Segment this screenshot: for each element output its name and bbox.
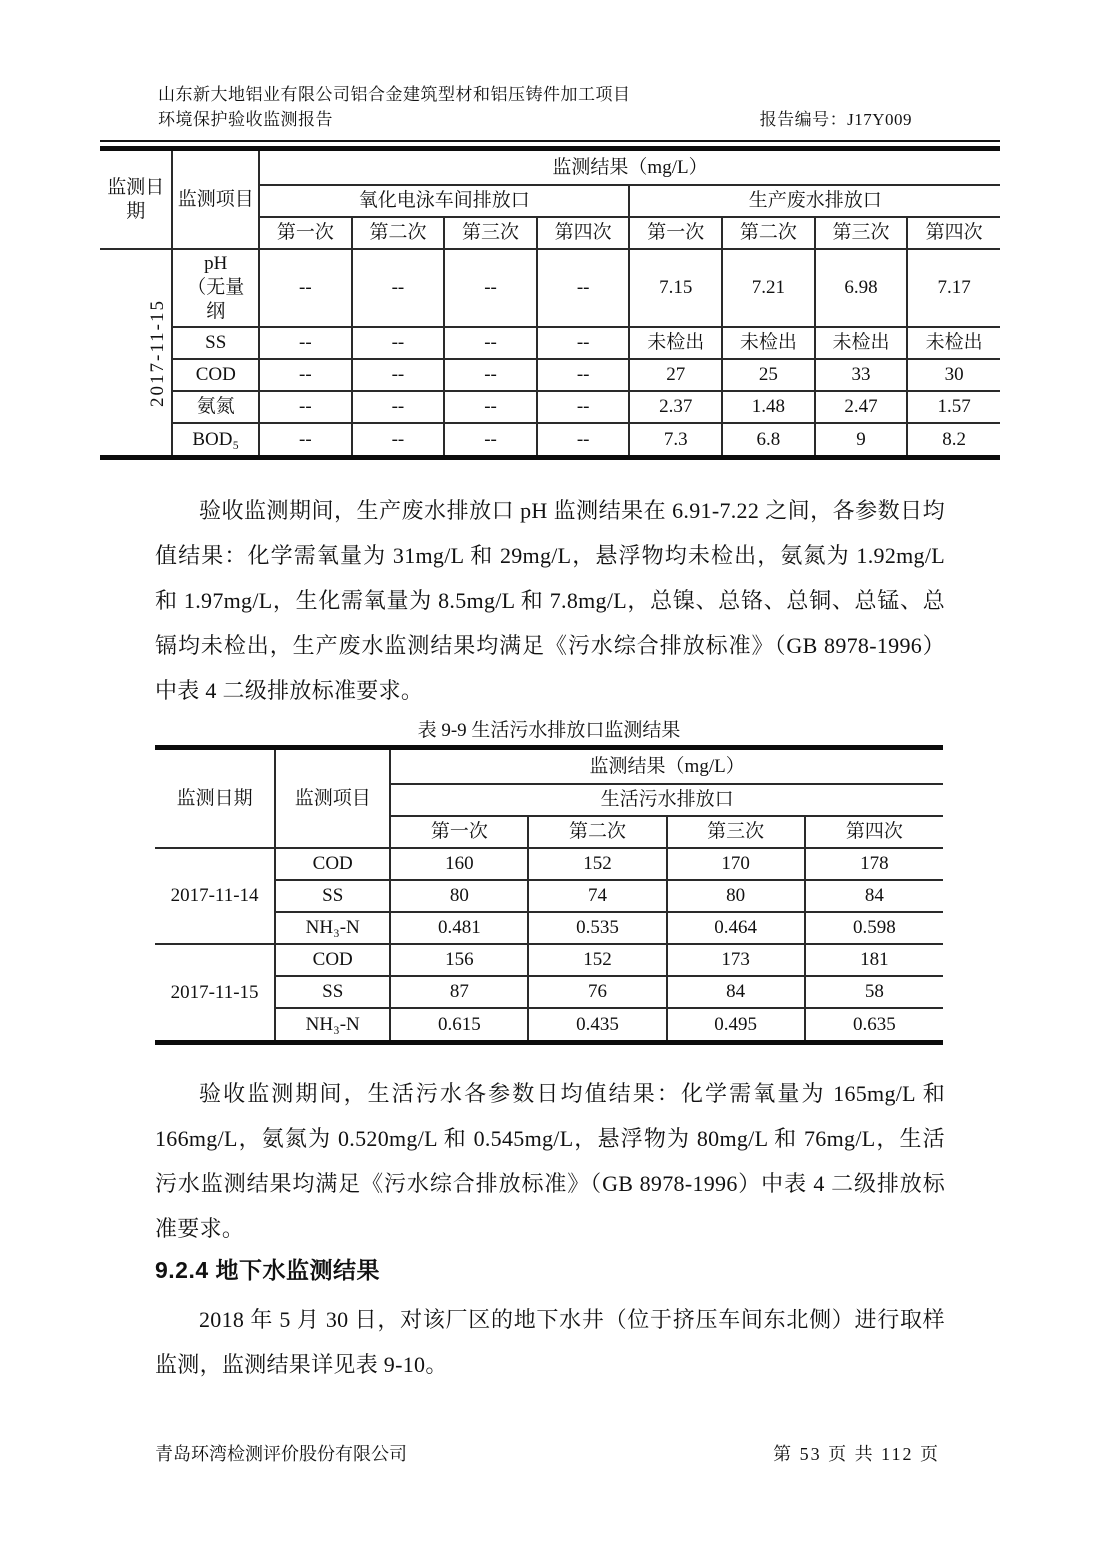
- footer-company: 青岛环湾检测评价股份有限公司: [155, 1444, 407, 1464]
- table-cell: 25: [722, 359, 815, 391]
- trial-header: 第二次: [352, 217, 445, 249]
- table-cell: --: [537, 249, 630, 327]
- table-cell: 2.37: [629, 391, 722, 423]
- item-cell: SS: [172, 327, 259, 359]
- table-cell: 9: [815, 423, 908, 455]
- table-cell: --: [352, 359, 445, 391]
- table-cell: 7.17: [907, 249, 1000, 327]
- table-cell: 0.481: [390, 912, 528, 944]
- item-cell: COD: [275, 944, 390, 976]
- sewage-table-wrapper: [155, 745, 943, 1045]
- project-title: 山东新大地铝业有限公司铝合金建筑型材和铝压铸件加工项目: [158, 85, 631, 104]
- table-cell: 76: [528, 976, 666, 1008]
- table-cell: 160: [390, 848, 528, 880]
- table-header-row: [100, 151, 1000, 185]
- col-header-date: 监测日期: [100, 151, 172, 249]
- item-cell: BOD₅: [172, 423, 259, 455]
- footer-page-number: 第 53 页 共 112 页: [773, 1444, 940, 1464]
- table-row: [100, 249, 1000, 327]
- table-cell: 80: [390, 880, 528, 912]
- table-cell: --: [259, 391, 352, 423]
- table-cell: --: [444, 249, 537, 327]
- trial-header: 第一次: [629, 217, 722, 249]
- table-cell: 7.3: [629, 423, 722, 455]
- item-cell: COD: [172, 359, 259, 391]
- table-cell: 58: [805, 976, 943, 1008]
- item-cell: 氨氮: [172, 391, 259, 423]
- table-cell: 156: [390, 944, 528, 976]
- table-cell: 84: [805, 880, 943, 912]
- section-heading-groundwater: 9.2.4 地下水监测结果: [155, 1257, 381, 1283]
- paragraph-sewage-summary: 验收监测期间，生活污水各参数日均值结果：化学需氧量为 165mg/L 和 166mg/L，氨氮为 0.520mg/L 和 0.545mg/L，悬浮物为 80mg/L 和 76mg/L，生活污水监测结果均满足《污水综合排放标准》（GB 8978-1996）中表 4 二级排放标准要求。: [155, 1081, 945, 1241]
- item-cell: pH（无量纲: [172, 249, 259, 327]
- table-cell: 8.2: [907, 423, 1000, 455]
- table-cell: --: [537, 327, 630, 359]
- table-9-9-caption: 表 9-9 生活污水排放口监测结果: [417, 720, 681, 741]
- date-cell: 2017-11-14: [155, 848, 275, 944]
- table-cell: --: [352, 327, 445, 359]
- table-cell: 0.535: [528, 912, 666, 944]
- table-cell: 84: [667, 976, 805, 1008]
- table-header-row: [155, 750, 943, 784]
- item-cell: SS: [275, 880, 390, 912]
- wastewater-table-wrapper: [100, 146, 1000, 460]
- report-header-row: [100, 107, 1000, 132]
- table-row: [155, 944, 943, 976]
- table-cell: --: [259, 359, 352, 391]
- table-cell: --: [352, 423, 445, 455]
- table-cell: --: [259, 327, 352, 359]
- table-cell: 152: [528, 848, 666, 880]
- table-cell: 33: [815, 359, 908, 391]
- page-footer: [155, 1442, 940, 1466]
- trial-header: 第四次: [537, 217, 630, 249]
- table-cell: 30: [907, 359, 1000, 391]
- col-header-item: 监测项目: [275, 750, 390, 848]
- item-cell: NH₃-N: [275, 912, 390, 944]
- table-row: [100, 423, 1000, 455]
- trial-header: 第三次: [815, 217, 908, 249]
- table-cell: 未检出: [815, 327, 908, 359]
- paragraph-groundwater-intro: 2018 年 5 月 30 日，对该厂区的地下水井（位于挤压车间东北侧）进行取样监测，监测结果详见表 9-10。: [155, 1307, 945, 1377]
- table-cell: 6.8: [722, 423, 815, 455]
- table-cell: 1.57: [907, 391, 1000, 423]
- page-header: [100, 0, 1000, 142]
- trial-header: 第三次: [444, 217, 537, 249]
- trial-header: 第二次: [722, 217, 815, 249]
- table-cell: --: [444, 423, 537, 455]
- table-cell: --: [537, 391, 630, 423]
- report-number: 报告编号：J17Y009: [759, 110, 912, 129]
- table-cell: --: [352, 249, 445, 327]
- table-cell: 未检出: [907, 327, 1000, 359]
- group-header-oxidation-outlet: 氧化电泳车间排放口: [259, 185, 629, 217]
- table-cell: 7.15: [629, 249, 722, 327]
- table-cell: 181: [805, 944, 943, 976]
- col-header-date: 监测日期: [155, 750, 275, 848]
- table-cell: --: [259, 423, 352, 455]
- table-cell: --: [444, 359, 537, 391]
- table-cell: 170: [667, 848, 805, 880]
- group-header-sewage-outlet: 生活污水排放口: [390, 784, 943, 816]
- col-header-results: 监测结果（mg/L）: [259, 151, 1000, 185]
- item-cell: NH₃-N: [275, 1008, 390, 1040]
- table-cell: 0.435: [528, 1008, 666, 1040]
- table-row: [100, 327, 1000, 359]
- table-cell: 152: [528, 944, 666, 976]
- table-cell: 27: [629, 359, 722, 391]
- trial-header: 第一次: [390, 816, 528, 848]
- col-header-item: 监测项目: [172, 151, 259, 249]
- table-cell: --: [537, 359, 630, 391]
- table-row: [100, 359, 1000, 391]
- table-cell: 0.615: [390, 1008, 528, 1040]
- trial-header: 第四次: [805, 816, 943, 848]
- table-cell: 173: [667, 944, 805, 976]
- table-cell: --: [537, 423, 630, 455]
- trial-header: 第一次: [259, 217, 352, 249]
- table-cell: 0.495: [667, 1008, 805, 1040]
- table-cell: 0.464: [667, 912, 805, 944]
- table-cell: --: [444, 327, 537, 359]
- table-cell: 6.98: [815, 249, 908, 327]
- table-cell: --: [259, 249, 352, 327]
- sewage-monitoring-table: [155, 750, 943, 1040]
- table-cell: 未检出: [629, 327, 722, 359]
- trial-header: 第二次: [528, 816, 666, 848]
- wastewater-monitoring-table: [100, 151, 1000, 455]
- item-cell: SS: [275, 976, 390, 1008]
- table-cell: --: [444, 391, 537, 423]
- table-cell: 7.21: [722, 249, 815, 327]
- date-cell: [100, 249, 172, 455]
- group-header-production-outlet: 生产废水排放口: [629, 185, 1000, 217]
- date-cell: 2017-11-15: [155, 944, 275, 1040]
- report-title: 环境保护验收监测报告: [158, 110, 333, 129]
- table-row: [155, 848, 943, 880]
- table-cell: --: [352, 391, 445, 423]
- table-cell: 未检出: [722, 327, 815, 359]
- paragraph-production-wastewater-summary: 验收监测期间，生产废水排放口 pH 监测结果在 6.91-7.22 之间，各参数日均值结果：化学需氧量为 31mg/L 和 29mg/L，悬浮物均未检出，氨氮为 1.92mg/L 和 1.97mg/L，生化需氧量为 8.5mg/L 和 7.8mg/L，总镍、总铬、总铜、总锰、总镉均未检出，生产废水监测结果均满足《污水综合排放标准》（GB 8978-1996）中表 4 二级排放标准要求。: [155, 498, 945, 703]
- date-rotated-label: 2017-11-15: [146, 298, 168, 407]
- trial-header: 第四次: [907, 217, 1000, 249]
- trial-header: 第三次: [667, 816, 805, 848]
- col-header-results: 监测结果（mg/L）: [390, 750, 943, 784]
- item-cell: COD: [275, 848, 390, 880]
- table-cell: 0.635: [805, 1008, 943, 1040]
- table-cell: 80: [667, 880, 805, 912]
- table-cell: 74: [528, 880, 666, 912]
- table-cell: 1.48: [722, 391, 815, 423]
- table-row: [100, 391, 1000, 423]
- table-cell: 0.598: [805, 912, 943, 944]
- table-cell: 87: [390, 976, 528, 1008]
- table-cell: 178: [805, 848, 943, 880]
- table-cell: 2.47: [815, 391, 908, 423]
